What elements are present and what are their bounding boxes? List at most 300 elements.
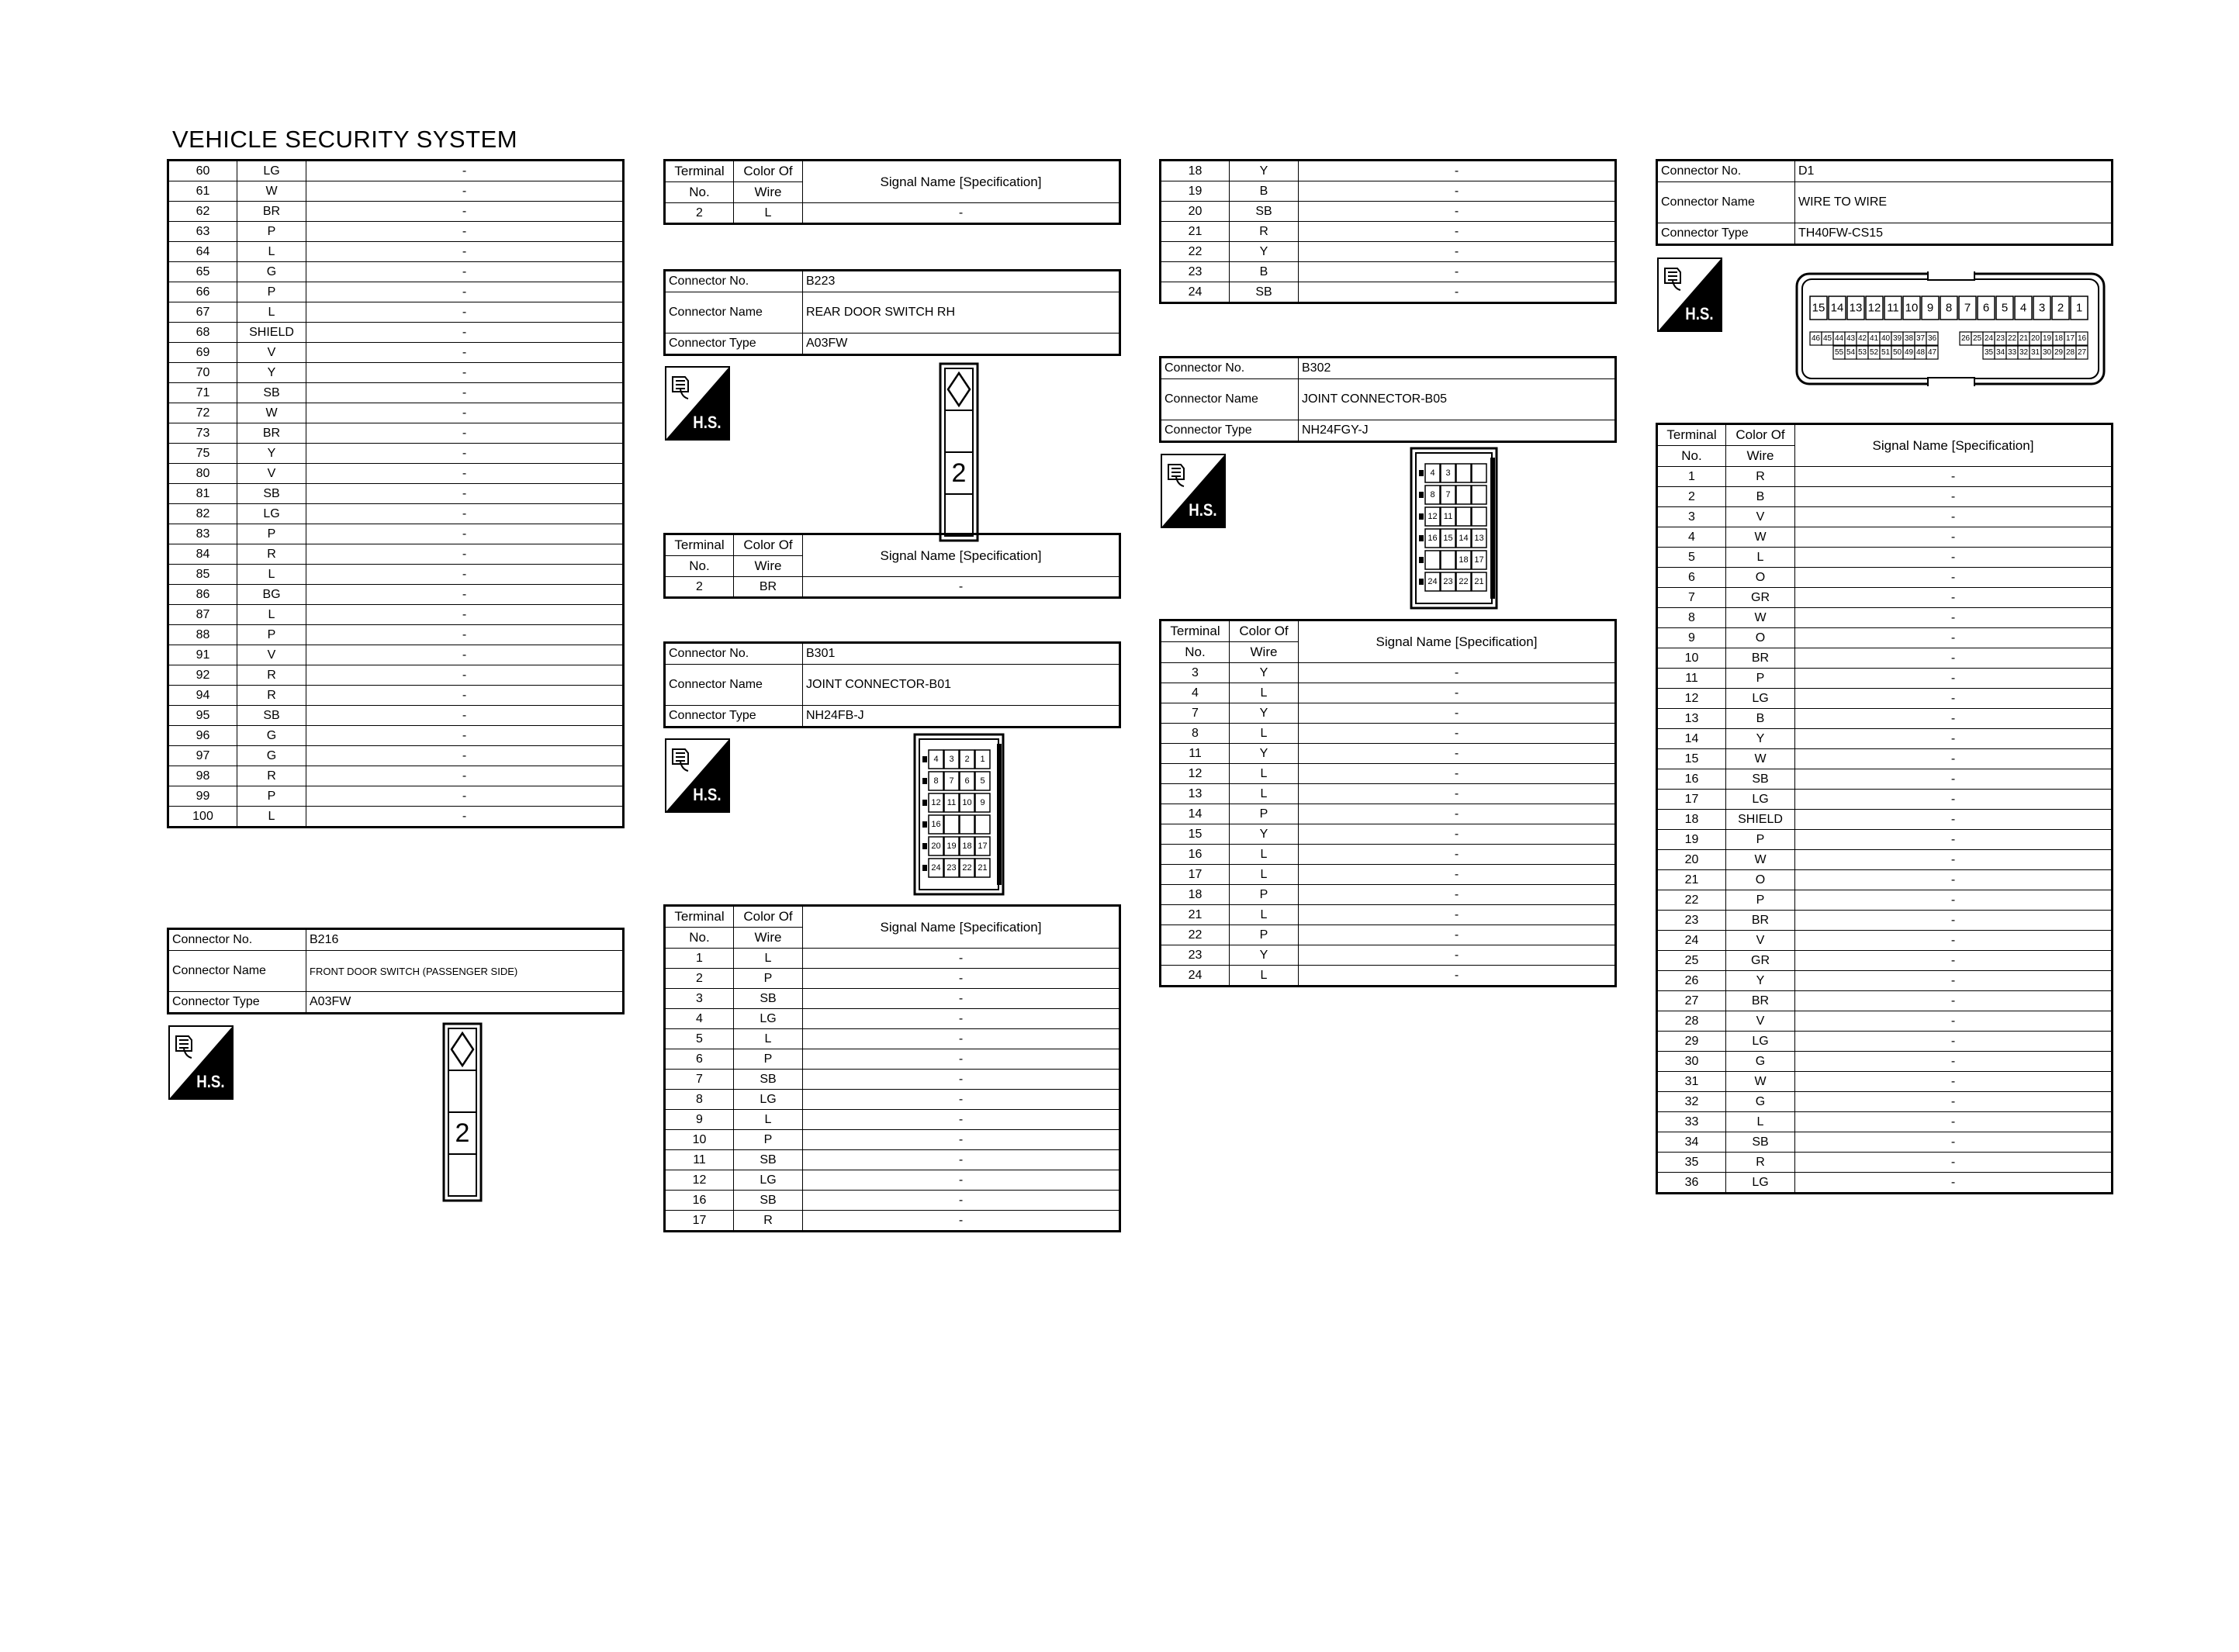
terminal-cell: 27 [1657,991,1726,1011]
color-cell: P [237,524,306,544]
pin-label: 6 [1982,301,1990,315]
terminal-cell: 70 [168,363,237,383]
terminal-cell: 19 [1161,181,1230,202]
hs-label: H.S. [693,786,722,805]
signal-cell: - [306,766,624,786]
table-row [1657,689,2113,709]
terminal-cell: 99 [168,786,237,807]
signal-cell: - [306,484,624,504]
signal-cell: - [306,242,624,262]
door-switch-connector [939,362,979,542]
color-cell: P [734,1130,803,1150]
terminal-cell: 10 [1657,648,1726,669]
door-switch-connector [442,1022,483,1202]
table-header-row [665,161,1120,182]
pin-number: 2 [951,458,967,488]
color-cell: B [1230,181,1299,202]
terminal-cell: 18 [1161,885,1230,905]
signal-cell: - [306,343,624,363]
terminal-header-no: No. [665,928,734,949]
signal-cell: - [1299,683,1616,703]
table-row [1657,850,2113,870]
color-cell: P [1230,804,1299,824]
table-row [665,577,1120,598]
table-row [168,544,624,565]
color-cell: LG [1726,790,1795,810]
pin-label: 14 [1459,534,1469,543]
terminal-cell: 23 [1161,262,1230,282]
row-key [1419,492,1424,498]
pin-label: 29 [2054,348,2064,357]
connector-outer [1797,274,2104,384]
signal-cell: - [1795,931,2113,951]
connector-info-b223 [663,269,1121,356]
table-row [1161,242,1616,262]
signal-cell: - [803,1211,1120,1232]
signal-cell: - [1795,1132,2113,1153]
color-cell: L [1726,1112,1795,1132]
pin-label: 55 [1834,348,1844,357]
table-row [1657,951,2113,971]
table-row [1657,790,2113,810]
connector-type-label: Connector Type [168,992,306,1014]
signal-cell: - [803,203,1120,224]
terminal-cell: 12 [1161,764,1230,784]
color-cell: Y [1230,242,1299,262]
row-key [1419,470,1424,476]
terminal-cell: 22 [1161,925,1230,945]
row-key [922,800,927,806]
signal-cell: - [1795,507,2113,527]
table-row [1657,548,2113,568]
color-cell: V [237,645,306,665]
signal-cell: - [1795,608,2113,628]
color-cell: L [1230,905,1299,925]
connector-diagram-d1 [1794,271,2106,390]
pin-label: 7 [949,776,954,786]
color-cell: V [237,464,306,484]
table-row [665,989,1120,1009]
connector-type: TH40FW-CS15 [1795,223,2113,245]
terminal-cell: 7 [665,1070,734,1090]
table-row [1657,991,2113,1011]
connector-name-label: Connector Name [665,665,803,706]
table-row [168,726,624,746]
terminal-cell: 60 [168,161,237,181]
pin-table-b301-continued [1159,159,1617,304]
pin-label: 13 [1849,301,1863,315]
signal-cell: - [1299,885,1616,905]
color-cell: SB [1230,202,1299,222]
color-cell: P [1230,925,1299,945]
terminal-cell: 61 [168,181,237,202]
connector-diagram-b301 [912,733,1006,900]
signal-cell: - [306,323,624,343]
signal-cell: - [803,1191,1120,1211]
table-row [1161,845,1616,865]
table-row [168,403,624,423]
pin-label: 18 [2054,334,2064,343]
connector-type-label: Connector Type [665,334,803,355]
terminal-cell: 25 [1657,951,1726,971]
terminal-header-no: No. [665,182,734,203]
color-cell: SHIELD [1726,810,1795,830]
pin-label: 9 [1926,301,1934,315]
signal-cell: - [306,605,624,625]
color-cell: W [1726,1072,1795,1092]
color-cell: L [237,605,306,625]
table-row [1657,830,2113,850]
pin-number: 2 [455,1118,470,1148]
signal-cell: - [306,161,624,181]
terminal-cell: 16 [665,1191,734,1211]
hs-label: H.S. [693,413,722,433]
table-row [168,343,624,363]
signal-header: Signal Name [Specification] [803,161,1120,203]
pin-label: 4 [1430,468,1435,478]
terminal-cell: 8 [1161,724,1230,744]
signal-cell: - [803,949,1120,969]
joint-connector [912,733,1006,896]
signal-cell: - [306,222,624,242]
color-cell: G [1726,1092,1795,1112]
table-row [1657,769,2113,790]
terminal-header: Terminal [665,906,734,928]
color-cell: LG [1726,1032,1795,1052]
signal-cell: - [803,1110,1120,1130]
row-key [1419,535,1424,541]
terminal-cell: 1 [665,949,734,969]
signal-cell: - [1299,966,1616,987]
color-cell: V [1726,1011,1795,1032]
table-row [1657,911,2113,931]
row-key [1419,579,1424,585]
table-row [168,383,624,403]
terminal-cell: 11 [1657,669,1726,689]
color-cell: SB [1726,769,1795,790]
terminal-cell: 9 [665,1110,734,1130]
table-row [168,262,624,282]
table-row [1657,487,2113,507]
color-cell: L [1230,683,1299,703]
connector-name: JOINT CONNECTOR-B01 [803,665,1120,706]
signal-cell: - [1795,628,2113,648]
signal-cell: - [1795,588,2113,608]
color-cell: P [1726,830,1795,850]
table-row [665,969,1120,989]
row-key [1419,557,1424,563]
table-row [1161,161,1616,181]
pin-table-continued [167,159,625,828]
connector-info-d1 [1656,159,2113,246]
pin-label: 22 [962,863,972,873]
connector-no: B216 [306,929,624,951]
pin-label: 48 [1915,348,1926,357]
terminal-cell: 72 [168,403,237,423]
table-row [665,1110,1120,1130]
terminal-cell: 9 [1657,628,1726,648]
table-row [1161,824,1616,845]
connector-type: NH24FB-J [803,706,1120,728]
connector-diagram-b216 [442,1022,483,1206]
signal-cell: - [1795,1032,2113,1052]
color-cell: SB [734,989,803,1009]
terminal-cell: 36 [1657,1173,1726,1194]
signal-cell: - [1795,971,2113,991]
connector-no-label: Connector No. [1657,161,1795,182]
signal-cell: - [1795,850,2113,870]
pin-label: 13 [1474,534,1484,543]
terminal-cell: 18 [1657,810,1726,830]
terminal-cell: 3 [665,989,734,1009]
table-row [1657,971,2113,991]
pin-label: 11 [1443,512,1453,521]
harness-side-icon [1161,454,1226,528]
terminal-cell: 12 [1657,689,1726,709]
terminal-cell: 7 [1161,703,1230,724]
hs-label: H.S. [196,1073,225,1092]
pin-table-b302 [1159,619,1617,987]
hs-icon-graphic [665,738,730,813]
table-row [168,605,624,625]
terminal-header-no: No. [1657,446,1726,467]
terminal-cell: 69 [168,343,237,363]
pin-label: 10 [962,798,972,807]
table-row [665,1029,1120,1049]
table-row [168,202,624,222]
pin-label: 47 [1927,348,1937,357]
cavity [960,815,974,834]
terminal-cell: 31 [1657,1072,1726,1092]
table-row [168,242,624,262]
signal-cell: - [1795,810,2113,830]
signal-cell: - [803,989,1120,1009]
color-cell: W [1726,749,1795,769]
cavity [1441,551,1455,569]
hs-icon-graphic [665,366,730,441]
signal-cell: - [803,577,1120,598]
color-header-wire: Wire [734,556,803,577]
color-cell: O [1726,870,1795,890]
pin-label: 22 [2007,334,2017,343]
signal-cell: - [1795,769,2113,790]
signal-cell: - [306,464,624,484]
connector-name: WIRE TO WIRE [1795,182,2113,223]
terminal-cell: 83 [168,524,237,544]
signal-cell: - [803,1130,1120,1150]
color-header: Color Of [734,906,803,928]
terminal-cell: 86 [168,585,237,605]
terminal-cell: 11 [1161,744,1230,764]
color-cell: LG [1726,689,1795,709]
row-key [922,778,927,784]
pin-label: 38 [1904,334,1914,343]
table-row [168,302,624,323]
pin-label: 50 [1892,348,1902,357]
signal-cell: - [1299,222,1616,242]
pin-table-d1 [1656,423,2113,1194]
table-row [1161,202,1616,222]
signal-cell: - [306,524,624,544]
color-cell: LG [734,1090,803,1110]
color-cell: W [1726,527,1795,548]
color-cell: R [1726,467,1795,487]
terminal-cell: 7 [1657,588,1726,608]
terminal-cell: 2 [665,203,734,224]
signal-cell: - [1299,905,1616,925]
harness-side-icon [1657,257,1722,332]
table-row [1161,925,1616,945]
table-header-row [665,534,1120,556]
terminal-cell: 12 [665,1170,734,1191]
cavity [1472,464,1486,482]
terminal-cell: 17 [665,1211,734,1232]
signal-cell: - [1299,242,1616,262]
connector-no-label: Connector No. [168,929,306,951]
harness-side-icon [665,366,730,441]
pin-label: 23 [946,863,957,873]
pin-label: 2 [964,755,970,764]
color-cell: R [1230,222,1299,242]
pin-label: 33 [2007,348,2017,357]
terminal-cell: 71 [168,383,237,403]
color-cell: B [1726,709,1795,729]
pin-label: 35 [1984,348,1994,357]
color-cell: L [1230,845,1299,865]
pin-label: 40 [1881,334,1891,343]
signal-cell: - [803,1070,1120,1090]
terminal-cell: 24 [1161,966,1230,987]
color-cell: L [237,565,306,585]
terminal-cell: 18 [1161,161,1230,181]
terminal-cell: 4 [665,1009,734,1029]
color-cell: GR [1726,588,1795,608]
table-row [1161,764,1616,784]
signal-cell: - [1795,1052,2113,1072]
terminal-cell: 84 [168,544,237,565]
signal-cell: - [306,645,624,665]
table-row [168,746,624,766]
connector-info-b302 [1159,356,1617,443]
pin-label: 8 [1945,301,1953,315]
pin-label: 8 [933,776,939,786]
color-header: Color Of [734,534,803,556]
table-row [1657,1112,2113,1132]
signal-cell: - [1299,804,1616,824]
table-row [168,363,624,383]
color-cell: R [237,766,306,786]
pin-label: 28 [2065,348,2075,357]
d1-connector [1794,271,2106,386]
signal-cell: - [1795,951,2113,971]
connector-type: A03FW [803,334,1120,355]
terminal-cell: 22 [1657,890,1726,911]
signal-cell: - [306,202,624,222]
signal-cell: - [306,423,624,444]
pin-label: 54 [1846,348,1856,357]
pin-label: 4 [2019,301,2027,315]
pin-label: 20 [931,842,941,851]
color-cell: W [1726,850,1795,870]
table-row [665,1211,1120,1232]
color-cell: B [1726,487,1795,507]
table-row [1657,709,2113,729]
table-row [168,161,624,181]
color-cell: BR [237,423,306,444]
signal-cell: - [1795,1173,2113,1194]
signal-cell: - [803,1009,1120,1029]
color-cell: BR [1726,648,1795,669]
bottom-latch [1928,378,1974,386]
table-row [168,686,624,706]
terminal-cell: 8 [1657,608,1726,628]
color-cell: L [1726,548,1795,568]
signal-cell: - [1299,703,1616,724]
signal-cell: - [306,262,624,282]
terminal-cell: 82 [168,504,237,524]
terminal-cell: 62 [168,202,237,222]
signal-cell: - [1795,648,2113,669]
signal-cell: - [1299,764,1616,784]
table-row [665,1191,1120,1211]
terminal-cell: 15 [1161,824,1230,845]
row-key [1419,513,1424,520]
signal-cell: - [306,181,624,202]
connector-no-label: Connector No. [665,643,803,665]
terminal-cell: 13 [1161,784,1230,804]
terminal-cell: 30 [1657,1052,1726,1072]
table-row [1657,1052,2113,1072]
table-row [1161,282,1616,303]
color-cell: P [734,969,803,989]
table-row [1657,749,2113,769]
pin-label: 27 [2077,348,2087,357]
pin-label: 24 [1427,577,1438,586]
table-row [1161,865,1616,885]
color-cell: V [1726,507,1795,527]
signal-cell: - [1795,830,2113,850]
row-key [922,756,927,762]
color-cell: SB [1230,282,1299,303]
terminal-cell: 23 [1161,945,1230,966]
pin-label: 52 [1869,348,1879,357]
row-key [922,843,927,849]
color-cell: P [1726,669,1795,689]
terminal-cell: 33 [1657,1112,1726,1132]
connector-no: B301 [803,643,1120,665]
signal-cell: - [803,969,1120,989]
table-row [168,625,624,645]
pin-label: 9 [980,798,985,807]
color-cell: L [237,807,306,828]
terminal-cell: 100 [168,807,237,828]
table-row [1657,1011,2113,1032]
signal-cell: - [1795,790,2113,810]
terminal-cell: 2 [1657,487,1726,507]
color-cell: R [237,544,306,565]
terminal-cell: 20 [1657,850,1726,870]
pin-label: 22 [1459,577,1469,586]
signal-cell: - [1795,689,2113,709]
table-row [665,1070,1120,1090]
color-header: Color Of [734,161,803,182]
color-cell: L [734,949,803,969]
color-cell: P [237,282,306,302]
color-cell: SB [1726,1132,1795,1153]
color-cell: L [734,1029,803,1049]
pin-label: 45 [1822,334,1832,343]
terminal-cell: 21 [1161,222,1230,242]
